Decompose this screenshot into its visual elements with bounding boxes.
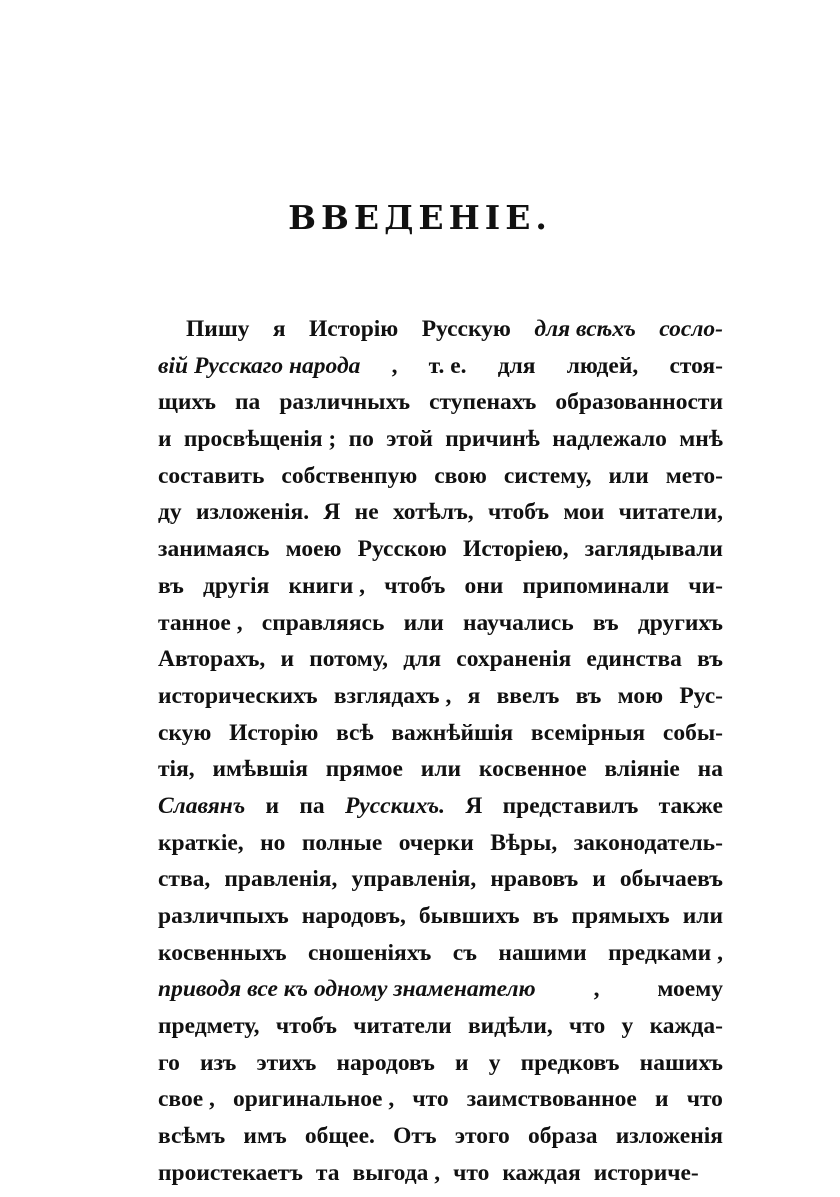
word: моею — [285, 536, 342, 563]
word: общее. — [304, 1123, 375, 1150]
word: изложенія. — [195, 499, 310, 526]
word: вій Русскаго народа — [158, 352, 361, 379]
word: Русскихъ. — [344, 792, 446, 819]
word: вліяніе — [604, 756, 680, 783]
word: они — [464, 572, 504, 599]
word: стоя- — [669, 352, 723, 379]
word: изложенія — [615, 1123, 723, 1150]
word: Исторію — [309, 316, 399, 342]
word: чтобъ — [487, 499, 550, 526]
word: просвѣщенія ; — [183, 426, 337, 453]
text-line — [158, 316, 723, 353]
text-line — [158, 830, 723, 867]
word: этого — [454, 1123, 510, 1150]
text-line — [158, 793, 723, 830]
word: читатели — [353, 1013, 452, 1040]
text-line — [158, 536, 723, 573]
word: законодатель- — [573, 829, 723, 856]
word: Рус- — [679, 682, 723, 709]
word: различпыхъ — [158, 903, 289, 929]
word: и — [655, 1086, 669, 1113]
word: выгода , — [352, 1159, 441, 1186]
word: взглядахъ , — [333, 682, 452, 709]
word: бывшихъ — [418, 903, 520, 929]
text-line — [158, 940, 723, 977]
word: тія, — [158, 756, 195, 783]
word: и — [592, 866, 606, 893]
word: и — [454, 1049, 469, 1076]
word: па — [299, 792, 325, 819]
word: ввелъ — [496, 682, 560, 709]
word: ду — [158, 499, 182, 526]
word: предмету, — [158, 1013, 260, 1040]
word: различныхъ — [279, 389, 411, 416]
word: что — [412, 1086, 449, 1113]
text-line — [158, 353, 723, 390]
word: всемірныя — [530, 719, 646, 746]
word: у — [621, 1013, 634, 1040]
word: другія — [202, 572, 270, 599]
body-text — [158, 316, 723, 1197]
text-line — [158, 389, 723, 426]
word: что — [569, 1013, 606, 1040]
word: изъ — [200, 1049, 237, 1076]
word: проистекаетъ — [158, 1159, 303, 1186]
word: Авторахъ, — [158, 646, 266, 673]
word: систему, — [503, 462, 592, 489]
word: полные — [301, 829, 383, 856]
word: и — [158, 426, 172, 453]
word: , — [593, 976, 600, 1003]
word: что — [686, 1086, 723, 1113]
word: , — [391, 352, 398, 379]
text-line — [158, 499, 723, 536]
word: народовъ, — [301, 903, 406, 929]
word: въ — [158, 572, 184, 599]
word: управленія, — [351, 866, 477, 893]
word: Вѣры, — [490, 829, 558, 856]
word: важнѣйшія — [391, 719, 514, 746]
text-line — [158, 756, 723, 793]
text-line — [158, 1050, 723, 1087]
word: видѣли, — [467, 1013, 553, 1040]
text-line — [158, 610, 723, 647]
word: оригинальное , — [233, 1086, 395, 1113]
word: скую — [158, 719, 212, 746]
word: и — [265, 792, 280, 819]
word: сохраненія — [456, 646, 572, 673]
word: не — [354, 499, 379, 526]
word: танное , — [158, 609, 243, 636]
word: ступенахъ — [429, 389, 537, 416]
word: каждая — [502, 1159, 581, 1186]
word: съ — [452, 939, 477, 966]
text-line — [158, 903, 723, 940]
word: мето- — [665, 462, 723, 489]
word: чтобъ — [275, 1013, 337, 1040]
word: та — [315, 1159, 340, 1186]
word: собственпую — [281, 462, 418, 489]
word: па — [235, 389, 261, 416]
word: сношеніяхъ — [307, 939, 432, 966]
word: причинѣ — [445, 426, 540, 453]
word: щихъ — [158, 389, 216, 416]
word: чтобъ — [384, 572, 446, 599]
word: мои — [563, 499, 605, 526]
word: имѣвшія — [212, 756, 308, 783]
word: косвенное — [478, 756, 587, 783]
word: я — [272, 316, 286, 342]
word: чи- — [688, 572, 723, 599]
word: образованности — [555, 389, 723, 416]
word: нравовъ — [490, 866, 579, 893]
word: единства — [586, 646, 682, 673]
text-line — [158, 866, 723, 903]
word: составить — [158, 462, 265, 489]
word: Русскую — [421, 316, 511, 342]
word: или — [403, 609, 444, 636]
word: предковъ — [520, 1049, 620, 1076]
word: у — [488, 1049, 501, 1076]
text-line — [158, 646, 723, 683]
text-line — [158, 426, 723, 463]
word: также — [658, 792, 723, 819]
word: кажда- — [649, 1013, 723, 1040]
word: ства, — [158, 866, 211, 893]
word: въ — [575, 682, 602, 709]
word: Я — [465, 792, 483, 819]
text-line — [158, 1013, 723, 1050]
word: мою — [617, 682, 664, 709]
word: и — [280, 646, 295, 673]
word: т. е. — [428, 352, 467, 379]
word: въ — [592, 609, 619, 636]
word: представилъ — [502, 792, 639, 819]
word: на — [697, 756, 723, 783]
word: Пишу — [186, 316, 250, 342]
word: Славянъ — [158, 792, 246, 819]
word: потому, — [309, 646, 389, 673]
word: свою — [434, 462, 487, 489]
word: всѣмъ — [158, 1123, 226, 1150]
word: хотѣлъ, — [392, 499, 474, 526]
word: приводя все къ одному знаменателю — [158, 976, 536, 1003]
word: го — [158, 1049, 180, 1076]
word: или — [420, 756, 462, 783]
word: научались — [463, 609, 574, 636]
word: прямыхъ — [571, 903, 670, 929]
word: правленія, — [224, 866, 338, 893]
word: имъ — [243, 1123, 287, 1150]
word: косвенныхъ — [158, 939, 287, 966]
word: собы- — [662, 719, 723, 746]
text-line — [158, 683, 723, 720]
word: заимствованное — [466, 1086, 637, 1113]
word: историче- — [593, 1159, 699, 1186]
chapter-heading: ВВЕДЕНІЕ. — [288, 198, 552, 237]
word: справляясь — [261, 609, 385, 636]
word: этихъ — [256, 1049, 317, 1076]
text-line — [158, 976, 723, 1013]
word: народовъ — [336, 1049, 435, 1076]
text-line — [158, 720, 723, 757]
word: всѣ — [336, 719, 374, 746]
word: прямое — [325, 756, 403, 783]
word: книги , — [288, 572, 366, 599]
word: Отъ — [393, 1123, 437, 1150]
word: для — [497, 352, 536, 379]
word: занимаясь — [158, 536, 270, 563]
word: людей, — [566, 352, 639, 379]
word: заглядывали — [584, 536, 723, 563]
word: Исторію — [229, 719, 319, 746]
text-line — [158, 463, 723, 500]
word: Русскою — [357, 536, 447, 563]
word: что — [453, 1159, 490, 1186]
word: этой — [386, 426, 433, 453]
word: для всѣхъ — [534, 316, 636, 342]
text-line — [158, 1086, 723, 1123]
word: въ — [697, 646, 723, 673]
word: по — [348, 426, 374, 453]
text-line — [158, 1123, 723, 1160]
word: читатели, — [618, 499, 723, 526]
word: Исторіею, — [463, 536, 569, 563]
word: другихъ — [637, 609, 723, 636]
text-line — [158, 573, 723, 610]
word: или — [608, 462, 649, 489]
word: припоминали — [522, 572, 670, 599]
word: краткіе, — [158, 829, 244, 856]
word: сосло- — [659, 316, 723, 342]
word: надлежало — [552, 426, 667, 453]
word: я — [467, 682, 481, 709]
word: мнѣ — [679, 426, 723, 453]
word: но — [260, 829, 286, 856]
word: образа — [528, 1123, 598, 1150]
word: обычаевъ — [619, 866, 723, 893]
word: для — [403, 646, 442, 673]
word: свое , — [158, 1086, 215, 1113]
word: моему — [657, 976, 723, 1003]
word: въ — [532, 903, 559, 929]
word: очерки — [398, 829, 474, 856]
word: Я — [323, 499, 341, 526]
word: нашими — [498, 939, 587, 966]
word: историческихъ — [158, 682, 318, 709]
word: предками , — [608, 939, 723, 966]
word: нашихъ — [639, 1049, 723, 1076]
word: или — [682, 903, 723, 929]
